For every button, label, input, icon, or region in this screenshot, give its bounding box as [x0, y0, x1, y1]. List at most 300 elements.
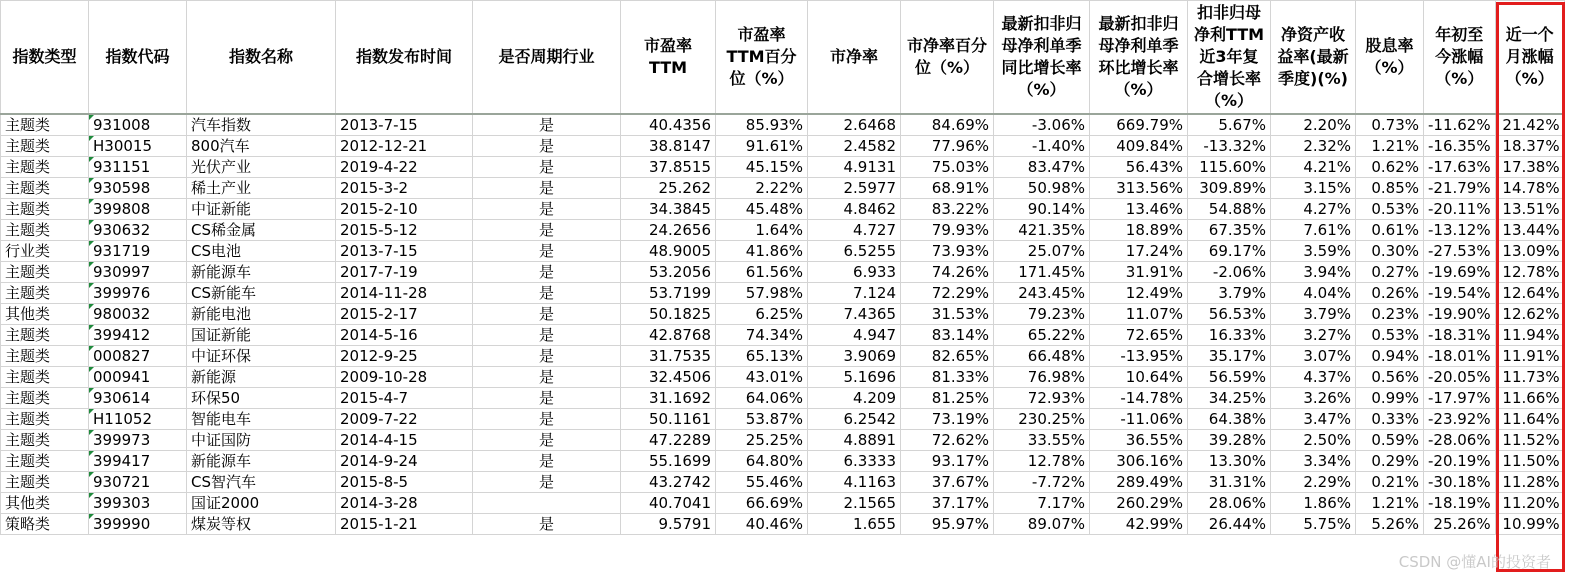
table-cell[interactable]: 54.88% [1188, 199, 1271, 220]
table-cell[interactable]: 61.56% [716, 262, 808, 283]
table-cell[interactable]: 是 [473, 114, 621, 136]
table-cell[interactable]: -13.95% [1090, 346, 1188, 367]
table-cell[interactable]: 91.61% [716, 136, 808, 157]
table-cell[interactable]: 11.64% [1495, 409, 1564, 430]
table-cell[interactable]: 2.6468 [808, 114, 901, 136]
table-cell[interactable]: 中证环保 [187, 346, 336, 367]
table-cell[interactable]: 1.64% [716, 220, 808, 241]
table-cell[interactable]: 是 [473, 409, 621, 430]
table-cell[interactable]: 0.73% [1356, 114, 1424, 136]
table-cell[interactable]: 21.42% [1495, 114, 1564, 136]
table-cell[interactable]: 53.2056 [621, 262, 716, 283]
table-cell[interactable]: 4.1163 [808, 472, 901, 493]
table-cell[interactable]: 115.60% [1188, 157, 1271, 178]
table-cell[interactable]: 53.87% [716, 409, 808, 430]
table-cell[interactable]: 主题类 [1, 388, 89, 409]
table-cell[interactable]: 11.28% [1495, 472, 1564, 493]
table-cell[interactable]: 313.56% [1090, 178, 1188, 199]
table-cell[interactable]: 931151 [89, 157, 187, 178]
table-cell[interactable]: 14.78% [1495, 178, 1564, 199]
table-cell[interactable]: 2009-7-22 [336, 409, 473, 430]
table-cell[interactable]: 64.38% [1188, 409, 1271, 430]
table-cell[interactable]: 72.29% [901, 283, 994, 304]
table-cell[interactable]: 12.64% [1495, 283, 1564, 304]
table-cell[interactable]: 32.4506 [621, 367, 716, 388]
column-header[interactable]: 扣非归母净利TTM近3年复合增长率（%） [1188, 1, 1271, 115]
table-cell[interactable]: 65.13% [716, 346, 808, 367]
table-cell[interactable]: 稀土产业 [187, 178, 336, 199]
table-cell[interactable]: 5.67% [1188, 114, 1271, 136]
column-header[interactable]: 年初至今涨幅（%） [1424, 1, 1496, 115]
table-cell[interactable]: 82.65% [901, 346, 994, 367]
table-cell[interactable]: 是 [473, 136, 621, 157]
table-cell[interactable]: 主题类 [1, 430, 89, 451]
table-cell[interactable]: -11.06% [1090, 409, 1188, 430]
table-cell[interactable]: 36.55% [1090, 430, 1188, 451]
table-cell[interactable]: 主题类 [1, 346, 89, 367]
table-cell[interactable]: CS智汽车 [187, 472, 336, 493]
table-cell[interactable]: 79.23% [994, 304, 1090, 325]
table-cell[interactable]: 环保50 [187, 388, 336, 409]
table-cell[interactable]: 2014-5-16 [336, 325, 473, 346]
table-cell[interactable]: 3.26% [1271, 388, 1356, 409]
table-cell[interactable]: 2014-11-28 [336, 283, 473, 304]
table-cell[interactable]: -18.01% [1424, 346, 1496, 367]
table-cell[interactable]: 行业类 [1, 241, 89, 262]
table-cell[interactable]: 7.17% [994, 493, 1090, 514]
table-cell[interactable]: 11.94% [1495, 325, 1564, 346]
table-cell[interactable]: 74.26% [901, 262, 994, 283]
table-cell[interactable]: 37.8515 [621, 157, 716, 178]
table-cell[interactable]: 10.64% [1090, 367, 1188, 388]
table-cell[interactable]: 68.91% [901, 178, 994, 199]
table-cell[interactable]: 930721 [89, 472, 187, 493]
table-cell[interactable]: 53.7199 [621, 283, 716, 304]
table-cell[interactable]: -1.40% [994, 136, 1090, 157]
table-cell[interactable] [473, 493, 621, 514]
table-cell[interactable]: 24.2656 [621, 220, 716, 241]
table-cell[interactable]: 主题类 [1, 451, 89, 472]
table-cell[interactable]: 3.9069 [808, 346, 901, 367]
table-cell[interactable]: 81.33% [901, 367, 994, 388]
table-cell[interactable]: 12.78% [994, 451, 1090, 472]
table-cell[interactable]: 是 [473, 241, 621, 262]
table-cell[interactable]: 6.2542 [808, 409, 901, 430]
table-cell[interactable]: 1.21% [1356, 136, 1424, 157]
table-cell[interactable]: 980032 [89, 304, 187, 325]
table-cell[interactable]: 45.15% [716, 157, 808, 178]
table-cell[interactable]: 13.44% [1495, 220, 1564, 241]
table-cell[interactable]: 0.27% [1356, 262, 1424, 283]
table-cell[interactable]: -19.54% [1424, 283, 1496, 304]
table-cell[interactable]: 2.5977 [808, 178, 901, 199]
table-cell[interactable]: 2015-4-7 [336, 388, 473, 409]
table-cell[interactable]: 399973 [89, 430, 187, 451]
table-cell[interactable]: -21.79% [1424, 178, 1496, 199]
table-cell[interactable]: 6.933 [808, 262, 901, 283]
table-cell[interactable]: 主题类 [1, 178, 89, 199]
table-cell[interactable]: 2.50% [1271, 430, 1356, 451]
table-cell[interactable]: 930614 [89, 388, 187, 409]
table-cell[interactable]: 是 [473, 262, 621, 283]
table-cell[interactable]: 0.33% [1356, 409, 1424, 430]
table-cell[interactable]: 13.30% [1188, 451, 1271, 472]
table-cell[interactable]: 1.21% [1356, 493, 1424, 514]
table-cell[interactable]: 2012-9-25 [336, 346, 473, 367]
table-cell[interactable]: CS电池 [187, 241, 336, 262]
table-cell[interactable]: 67.35% [1188, 220, 1271, 241]
table-cell[interactable]: 主题类 [1, 472, 89, 493]
table-cell[interactable]: 2015-3-2 [336, 178, 473, 199]
table-cell[interactable]: 0.29% [1356, 451, 1424, 472]
table-cell[interactable]: 17.24% [1090, 241, 1188, 262]
table-cell[interactable]: 800汽车 [187, 136, 336, 157]
table-cell[interactable]: 主题类 [1, 157, 89, 178]
table-cell[interactable]: -20.19% [1424, 451, 1496, 472]
column-header[interactable]: 指数发布时间 [336, 1, 473, 115]
table-cell[interactable]: 3.07% [1271, 346, 1356, 367]
table-cell[interactable]: 72.62% [901, 430, 994, 451]
table-cell[interactable]: 931719 [89, 241, 187, 262]
table-cell[interactable]: 2014-9-24 [336, 451, 473, 472]
column-header[interactable]: 股息率（%） [1356, 1, 1424, 115]
table-cell[interactable]: 0.62% [1356, 157, 1424, 178]
table-cell[interactable]: 84.69% [901, 114, 994, 136]
table-cell[interactable]: 3.79% [1271, 304, 1356, 325]
table-cell[interactable]: 83.22% [901, 199, 994, 220]
table-cell[interactable]: 2.4582 [808, 136, 901, 157]
table-cell[interactable]: 56.43% [1090, 157, 1188, 178]
table-cell[interactable]: 10.99% [1495, 514, 1564, 535]
table-cell[interactable]: 83.47% [994, 157, 1090, 178]
table-cell[interactable]: 主题类 [1, 367, 89, 388]
table-cell[interactable]: 31.1692 [621, 388, 716, 409]
table-cell[interactable]: 11.20% [1495, 493, 1564, 514]
table-cell[interactable]: 74.34% [716, 325, 808, 346]
table-cell[interactable]: 4.37% [1271, 367, 1356, 388]
table-cell[interactable]: 中证新能 [187, 199, 336, 220]
table-cell[interactable]: 289.49% [1090, 472, 1188, 493]
table-cell[interactable]: H11052 [89, 409, 187, 430]
table-cell[interactable]: -18.31% [1424, 325, 1496, 346]
table-cell[interactable]: 33.55% [994, 430, 1090, 451]
table-cell[interactable]: 光伏产业 [187, 157, 336, 178]
table-cell[interactable]: 421.35% [994, 220, 1090, 241]
table-cell[interactable]: 25.262 [621, 178, 716, 199]
table-cell[interactable]: 31.91% [1090, 262, 1188, 283]
table-cell[interactable]: 策略类 [1, 514, 89, 535]
table-cell[interactable]: 25.25% [716, 430, 808, 451]
table-cell[interactable]: 16.33% [1188, 325, 1271, 346]
table-cell[interactable]: 是 [473, 367, 621, 388]
table-cell[interactable]: 243.45% [994, 283, 1090, 304]
table-cell[interactable]: 55.1699 [621, 451, 716, 472]
table-cell[interactable]: 37.67% [901, 472, 994, 493]
table-cell[interactable]: 17.38% [1495, 157, 1564, 178]
table-cell[interactable]: 2.32% [1271, 136, 1356, 157]
table-cell[interactable]: 72.65% [1090, 325, 1188, 346]
table-cell[interactable]: 47.2289 [621, 430, 716, 451]
table-cell[interactable]: 其他类 [1, 493, 89, 514]
table-cell[interactable]: 11.52% [1495, 430, 1564, 451]
table-cell[interactable]: 000941 [89, 367, 187, 388]
table-cell[interactable]: 66.69% [716, 493, 808, 514]
column-header[interactable]: 是否周期行业 [473, 1, 621, 115]
table-cell[interactable]: 2019-4-22 [336, 157, 473, 178]
table-cell[interactable]: 新能源车 [187, 451, 336, 472]
table-cell[interactable]: -14.78% [1090, 388, 1188, 409]
table-cell[interactable]: 57.98% [716, 283, 808, 304]
table-cell[interactable]: 41.86% [716, 241, 808, 262]
table-cell[interactable]: 399412 [89, 325, 187, 346]
table-cell[interactable]: 34.25% [1188, 388, 1271, 409]
column-header[interactable]: 指数类型 [1, 1, 89, 115]
table-cell[interactable]: 25.07% [994, 241, 1090, 262]
table-cell[interactable]: 4.8891 [808, 430, 901, 451]
table-cell[interactable]: 000827 [89, 346, 187, 367]
table-cell[interactable]: 55.46% [716, 472, 808, 493]
table-cell[interactable]: 4.27% [1271, 199, 1356, 220]
table-cell[interactable]: 6.25% [716, 304, 808, 325]
table-cell[interactable]: 11.73% [1495, 367, 1564, 388]
table-cell[interactable]: 3.47% [1271, 409, 1356, 430]
table-cell[interactable]: 306.16% [1090, 451, 1188, 472]
table-cell[interactable]: 煤炭等权 [187, 514, 336, 535]
table-cell[interactable]: 是 [473, 514, 621, 535]
table-cell[interactable]: -28.06% [1424, 430, 1496, 451]
table-cell[interactable]: 0.21% [1356, 472, 1424, 493]
table-cell[interactable]: 399417 [89, 451, 187, 472]
table-cell[interactable]: 65.22% [994, 325, 1090, 346]
table-cell[interactable]: 28.06% [1188, 493, 1271, 514]
table-cell[interactable]: 是 [473, 388, 621, 409]
table-cell[interactable]: 12.62% [1495, 304, 1564, 325]
table-cell[interactable]: 930632 [89, 220, 187, 241]
table-cell[interactable]: 主题类 [1, 283, 89, 304]
table-cell[interactable]: 是 [473, 430, 621, 451]
table-cell[interactable]: 1.86% [1271, 493, 1356, 514]
table-cell[interactable]: 31.53% [901, 304, 994, 325]
table-cell[interactable]: 35.17% [1188, 346, 1271, 367]
table-cell[interactable]: 31.7535 [621, 346, 716, 367]
table-cell[interactable]: 0.61% [1356, 220, 1424, 241]
table-cell[interactable]: 66.48% [994, 346, 1090, 367]
table-cell[interactable]: 是 [473, 178, 621, 199]
table-cell[interactable]: 64.06% [716, 388, 808, 409]
table-cell[interactable]: 93.17% [901, 451, 994, 472]
table-cell[interactable]: 76.98% [994, 367, 1090, 388]
table-cell[interactable]: 2013-7-15 [336, 241, 473, 262]
table-cell[interactable]: 0.53% [1356, 325, 1424, 346]
table-cell[interactable]: 0.23% [1356, 304, 1424, 325]
column-header[interactable]: 指数名称 [187, 1, 336, 115]
table-cell[interactable]: 12.49% [1090, 283, 1188, 304]
table-cell[interactable]: 是 [473, 157, 621, 178]
column-header[interactable]: 市盈率TTM百分位（%） [716, 1, 808, 115]
table-cell[interactable]: 3.79% [1188, 283, 1271, 304]
table-cell[interactable]: 230.25% [994, 409, 1090, 430]
table-cell[interactable]: 汽车指数 [187, 114, 336, 136]
table-cell[interactable]: 新能源 [187, 367, 336, 388]
table-cell[interactable]: -3.06% [994, 114, 1090, 136]
table-cell[interactable]: 409.84% [1090, 136, 1188, 157]
table-cell[interactable]: 2.20% [1271, 114, 1356, 136]
column-header[interactable]: 市净率百分位（%） [901, 1, 994, 115]
table-cell[interactable]: 11.50% [1495, 451, 1564, 472]
table-cell[interactable]: 0.94% [1356, 346, 1424, 367]
table-cell[interactable]: 13.51% [1495, 199, 1564, 220]
table-cell[interactable]: 75.03% [901, 157, 994, 178]
table-cell[interactable]: 2.1565 [808, 493, 901, 514]
table-cell[interactable]: H30015 [89, 136, 187, 157]
table-cell[interactable]: 4.727 [808, 220, 901, 241]
table-cell[interactable]: 931008 [89, 114, 187, 136]
table-cell[interactable]: 171.45% [994, 262, 1090, 283]
table-cell[interactable]: 主题类 [1, 409, 89, 430]
table-cell[interactable]: 6.3333 [808, 451, 901, 472]
table-cell[interactable]: 2015-5-12 [336, 220, 473, 241]
table-cell[interactable]: 4.8462 [808, 199, 901, 220]
table-cell[interactable]: 5.75% [1271, 514, 1356, 535]
table-cell[interactable]: CS稀金属 [187, 220, 336, 241]
table-cell[interactable]: 2017-7-19 [336, 262, 473, 283]
table-cell[interactable]: 399990 [89, 514, 187, 535]
table-cell[interactable]: 399303 [89, 493, 187, 514]
table-cell[interactable]: 4.209 [808, 388, 901, 409]
table-cell[interactable]: 主题类 [1, 262, 89, 283]
table-cell[interactable]: 50.98% [994, 178, 1090, 199]
table-cell[interactable]: 7.124 [808, 283, 901, 304]
table-cell[interactable]: -13.12% [1424, 220, 1496, 241]
table-cell[interactable]: 930997 [89, 262, 187, 283]
table-cell[interactable]: 主题类 [1, 325, 89, 346]
table-cell[interactable]: 2009-10-28 [336, 367, 473, 388]
table-cell[interactable]: 7.61% [1271, 220, 1356, 241]
table-cell[interactable]: -20.11% [1424, 199, 1496, 220]
table-cell[interactable]: 0.56% [1356, 367, 1424, 388]
table-cell[interactable]: 13.09% [1495, 241, 1564, 262]
table-cell[interactable]: 新能电池 [187, 304, 336, 325]
table-cell[interactable]: 主题类 [1, 114, 89, 136]
table-cell[interactable]: 4.04% [1271, 283, 1356, 304]
table-cell[interactable]: 56.59% [1188, 367, 1271, 388]
table-cell[interactable]: 38.8147 [621, 136, 716, 157]
table-cell[interactable]: -7.72% [994, 472, 1090, 493]
table-cell[interactable]: 3.27% [1271, 325, 1356, 346]
table-cell[interactable]: 是 [473, 346, 621, 367]
table-cell[interactable]: 是 [473, 283, 621, 304]
table-cell[interactable]: 0.30% [1356, 241, 1424, 262]
table-cell[interactable]: 2015-2-17 [336, 304, 473, 325]
table-cell[interactable]: 40.4356 [621, 114, 716, 136]
table-cell[interactable]: 2015-8-5 [336, 472, 473, 493]
table-cell[interactable]: 5.1696 [808, 367, 901, 388]
table-cell[interactable]: 国证新能 [187, 325, 336, 346]
table-cell[interactable]: 73.93% [901, 241, 994, 262]
table-cell[interactable]: 4.9131 [808, 157, 901, 178]
table-cell[interactable]: 34.3845 [621, 199, 716, 220]
table-cell[interactable]: -2.06% [1188, 262, 1271, 283]
column-header[interactable]: 指数代码 [89, 1, 187, 115]
table-cell[interactable]: 主题类 [1, 220, 89, 241]
table-cell[interactable]: 26.44% [1188, 514, 1271, 535]
table-cell[interactable]: -20.05% [1424, 367, 1496, 388]
table-cell[interactable]: 50.1161 [621, 409, 716, 430]
column-header[interactable]: 市净率 [808, 1, 901, 115]
table-cell[interactable]: 0.53% [1356, 199, 1424, 220]
table-cell[interactable]: 1.655 [808, 514, 901, 535]
table-cell[interactable]: 0.85% [1356, 178, 1424, 199]
table-cell[interactable]: 64.80% [716, 451, 808, 472]
table-cell[interactable]: -19.69% [1424, 262, 1496, 283]
table-cell[interactable]: 42.8768 [621, 325, 716, 346]
table-cell[interactable]: 85.93% [716, 114, 808, 136]
table-cell[interactable]: 2015-2-10 [336, 199, 473, 220]
table-cell[interactable]: 12.78% [1495, 262, 1564, 283]
table-cell[interactable]: 309.89% [1188, 178, 1271, 199]
table-cell[interactable]: 是 [473, 472, 621, 493]
column-header[interactable]: 近一个月涨幅（%） [1495, 1, 1564, 115]
table-cell[interactable]: 83.14% [901, 325, 994, 346]
table-cell[interactable]: 11.91% [1495, 346, 1564, 367]
table-cell[interactable]: 2.29% [1271, 472, 1356, 493]
table-cell[interactable]: -19.90% [1424, 304, 1496, 325]
table-cell[interactable]: 77.96% [901, 136, 994, 157]
table-cell[interactable]: 72.93% [994, 388, 1090, 409]
table-cell[interactable]: 73.19% [901, 409, 994, 430]
table-cell[interactable]: 3.15% [1271, 178, 1356, 199]
table-cell[interactable]: 669.79% [1090, 114, 1188, 136]
table-cell[interactable]: -30.18% [1424, 472, 1496, 493]
table-cell[interactable]: 2013-7-15 [336, 114, 473, 136]
table-cell[interactable]: 是 [473, 451, 621, 472]
table-cell[interactable]: 3.94% [1271, 262, 1356, 283]
table-cell[interactable]: 7.4365 [808, 304, 901, 325]
table-cell[interactable]: -17.63% [1424, 157, 1496, 178]
table-cell[interactable]: 930598 [89, 178, 187, 199]
column-header[interactable]: 市盈率TTM [621, 1, 716, 115]
table-cell[interactable]: 新能源车 [187, 262, 336, 283]
table-cell[interactable]: 其他类 [1, 304, 89, 325]
table-cell[interactable]: 18.37% [1495, 136, 1564, 157]
table-cell[interactable]: 43.2742 [621, 472, 716, 493]
column-header[interactable]: 最新扣非归母净利单季同比增长率（%） [994, 1, 1090, 115]
table-cell[interactable]: -16.35% [1424, 136, 1496, 157]
table-cell[interactable]: -17.97% [1424, 388, 1496, 409]
table-cell[interactable]: 42.99% [1090, 514, 1188, 535]
table-cell[interactable]: 89.07% [994, 514, 1090, 535]
table-cell[interactable]: 2015-1-21 [336, 514, 473, 535]
table-cell[interactable]: -27.53% [1424, 241, 1496, 262]
table-cell[interactable]: 18.89% [1090, 220, 1188, 241]
table-cell[interactable]: 11.66% [1495, 388, 1564, 409]
table-cell[interactable]: 是 [473, 220, 621, 241]
table-cell[interactable]: 中证国防 [187, 430, 336, 451]
table-cell[interactable]: 3.59% [1271, 241, 1356, 262]
table-cell[interactable]: 6.5255 [808, 241, 901, 262]
table-cell[interactable]: -11.62% [1424, 114, 1496, 136]
table-cell[interactable]: 5.26% [1356, 514, 1424, 535]
table-cell[interactable]: 79.93% [901, 220, 994, 241]
table-cell[interactable]: 95.97% [901, 514, 994, 535]
table-cell[interactable]: 260.29% [1090, 493, 1188, 514]
table-cell[interactable]: 是 [473, 199, 621, 220]
table-cell[interactable]: 399976 [89, 283, 187, 304]
table-cell[interactable]: 37.17% [901, 493, 994, 514]
column-header[interactable]: 最新扣非归母净利单季环比增长率（%） [1090, 1, 1188, 115]
table-cell[interactable]: 39.28% [1188, 430, 1271, 451]
table-cell[interactable]: 4.21% [1271, 157, 1356, 178]
